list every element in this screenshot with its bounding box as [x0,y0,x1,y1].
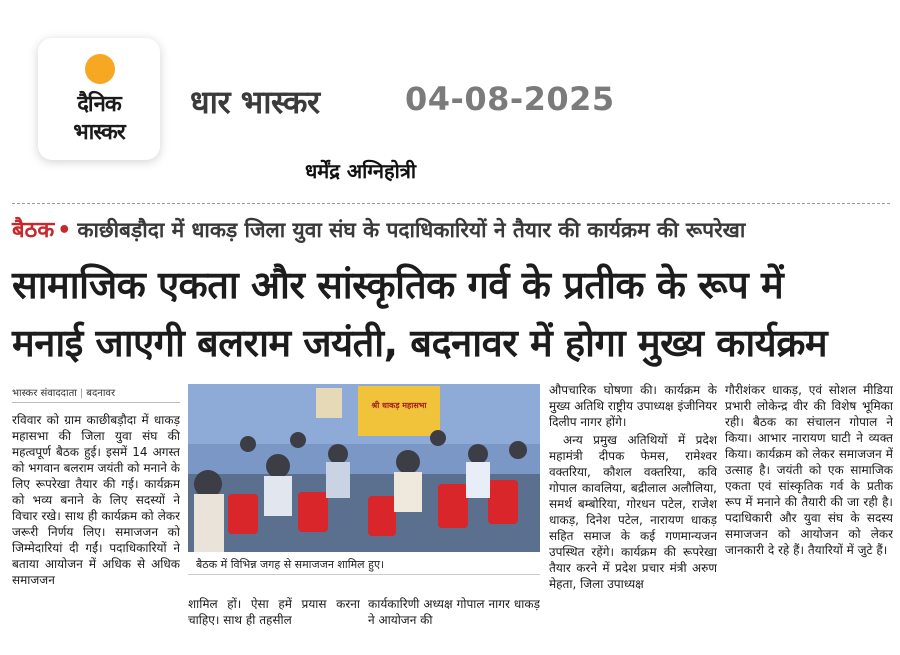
sun-icon [85,54,115,84]
photo-caption: बैठक में विभिन्न जगह से समाजजन शामिल हुए। [188,553,540,575]
author-name: धर्मेंद्र अग्निहोत्री [305,159,417,183]
byline-separator: | [79,388,84,399]
kicker [12,214,745,246]
article-column-5: गौरीशंकर धाकड़, एवं सोशल मीडिया प्रभारी लोकेन्द्र वीर की विशेष भूमिका रही। बैठक का संचालन गोपाल ने किया। आभार नारायण घाटी ने व्यक्त किया। कार्यक्रम को लेकर समाजजन में उत्साह है। जयंती को एक सामाजिक एकता एवं सांस्कृतिक गर्व के प्रतीक रूप में मनाने की तैयारी की जा रही है। पदाधिकारी और युवा संघ के सदस्य समाजजन को आयोजन को लेकर जानकारी दे रहे हैं। तैयारियों में जुटे हैं। [725,383,893,557]
headline-line-1: सामाजिक एकता और सांस्कृतिक गर्व के प्रतीक के रूप में [12,263,784,307]
article-column-3: कार्यकारिणी अध्यक्ष गोपाल नागर धाकड़ ने आयोजन की [368,597,540,627]
logo-word-dainik: दैनिक [77,92,121,117]
kicker-bullet-icon: • [57,218,72,243]
article-column-2: शामिल हों। ऐसा हमें प्रयास करना चाहिए। साथ ही तहसील [188,597,360,627]
article-column-4: औपचारिक घोषणा की। कार्यक्रम के मुख्य अतिथि राष्ट्रीय उपाध्यक्ष इंजीनियर दिलीप नागर होंगे। [549,383,717,429]
article-column-1: रविवार को ग्राम काछीबड़ौदा में धाकड़ महासभा की जिला युवा संघ की महत्वपूर्ण बैठक हुई। इसमें 14 अगस्त को भगवान बलराम जयंती को मनाने के लिए रूपरेखा तैयार की गई। कार्यक्रम को भव्य बनाने के लिए सदस्यों ने विचार रखे। साथ ही कार्यक्रम को लेकर जरूरी निर्णय लिए। समाजजन को जिम्मेदारियां दी गईं। पदाधिकारियों ने बताया आयोजन में अधिक से अधिक समाजजन [12,413,180,587]
byline [12,385,180,399]
kicker-tag: बैठक [12,218,55,243]
meeting-photo [188,384,540,552]
byline-source: भास्कर संवाददाता [12,388,77,399]
headline [12,256,890,372]
article-column-4-continued: अन्य प्रमुख अतिथियों में प्रदेश महामंत्री दीपक फेमस, रामेश्वर वक्तरिया, कौशल वक्तरिया, कवि गोपाल कावलिया, बद्रीलाल अलौलिया, समर्थ बम्बोरिया, गोरधन पटेल, राजेश धाकड़, दिनेश पटेल, नारायण धाकड़ सहित समाज के कई गणमान्यजन उपस्थित रहेंगे। कार्यक्रम की रूपरेखा तैयार करने में प्रदेश प्रचार मंत्री अरुण मेहता, जिला उपाध्यक्ष [549,433,717,591]
divider [12,203,890,204]
headline-line-2: मनाई जाएगी बलराम जयंती, बदनावर में होगा मुख्य कार्यक्रम [12,321,828,365]
byline-divider [12,402,180,403]
publication-name: धार भास्कर [190,83,320,121]
dainik-bhaskar-logo [38,38,160,160]
logo-word-bhaskar: भास्कर [73,120,125,145]
byline-place: बदनावर [86,388,116,399]
kicker-text: काछीबड़ौदा में धाकड़ जिला युवा संघ के पदाधिकारियों ने तैयार की कार्यक्रम की रूपरेखा [77,218,746,242]
meeting-photo-illustration [188,384,540,552]
photo-banner-text: श्री धाकड़ महासभा [371,401,427,410]
publication-date: 04-08-2025 [405,80,615,118]
